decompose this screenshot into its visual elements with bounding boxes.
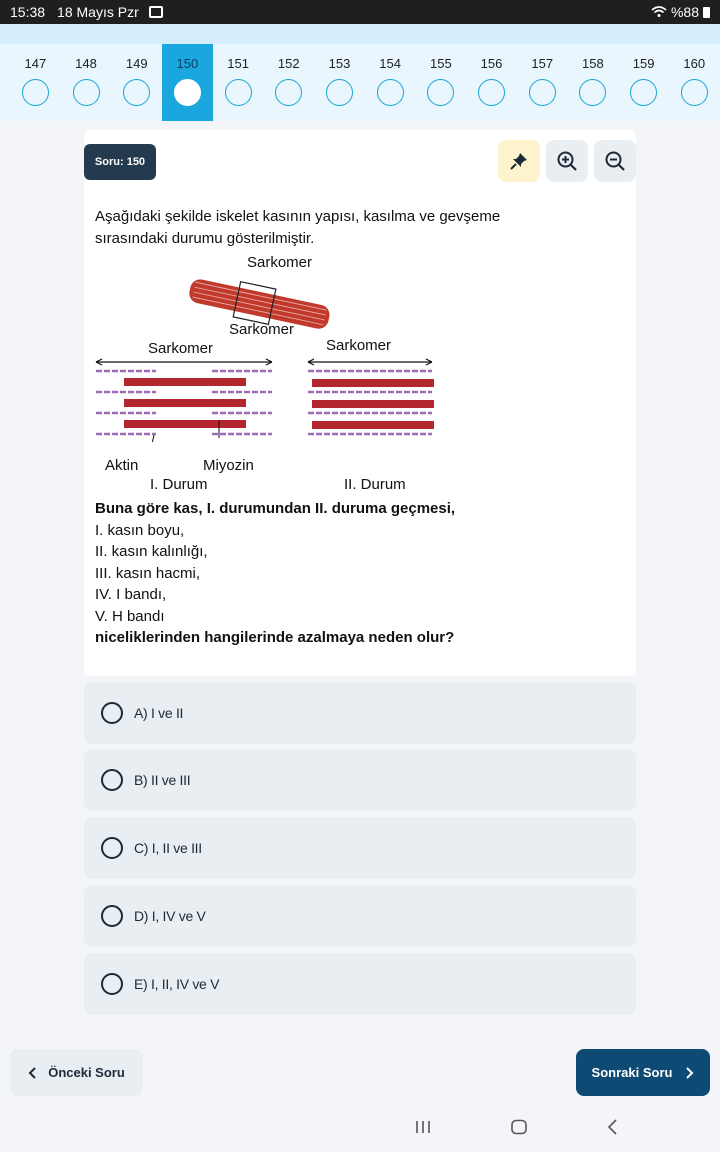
home-button[interactable]: [510, 1119, 528, 1135]
recent-apps-button[interactable]: [414, 1120, 432, 1134]
figure-label-aktin: Aktin: [105, 457, 139, 474]
next-question-label: Sonraki Soru: [591, 1065, 673, 1080]
previous-question-label: Önceki Soru: [48, 1065, 125, 1080]
question-nav-number: 153: [328, 56, 351, 71]
question-status-circle: [529, 79, 556, 106]
question-closing: niceliklerinden hangilerinde azalmaya neden olur?: [95, 629, 455, 646]
question-nav-item[interactable]: [568, 44, 619, 121]
question-nav-number: 147: [24, 56, 47, 71]
image-notification-icon: [149, 6, 163, 18]
question-nav-item[interactable]: [263, 44, 314, 121]
battery-icon: [703, 7, 710, 18]
question-item: III. kasın hacmi,: [95, 564, 201, 582]
question-nav-item[interactable]: [517, 44, 568, 121]
back-button[interactable]: [606, 1119, 620, 1135]
previous-question-button[interactable]: [10, 1049, 143, 1096]
question-nav-item[interactable]: [365, 44, 416, 121]
question-nav-number: 157: [531, 56, 554, 71]
question-status-circle: [377, 79, 404, 106]
question-status-circle: [174, 79, 201, 106]
question-nav-item[interactable]: [162, 44, 213, 121]
question-item: II. kasın kalınlığı,: [95, 543, 208, 560]
radio-button[interactable]: [101, 702, 123, 724]
question-number-badge: Soru: 150: [84, 144, 156, 180]
next-question-button[interactable]: [576, 1049, 710, 1096]
question-status-circle: [225, 79, 252, 106]
option-label: D) I, IV ve V: [134, 908, 206, 924]
stem-line-1: Aşağıdaki şekilde iskelet kasının yapısı, kasılma ve gevşeme: [95, 208, 501, 225]
radio-button[interactable]: [101, 905, 123, 927]
question-nav-item[interactable]: [314, 44, 365, 121]
question-body: [95, 498, 625, 649]
question-nav-item[interactable]: [213, 44, 264, 121]
question-nav-item[interactable]: [416, 44, 467, 121]
option-label: A) I ve II: [134, 705, 184, 721]
pin-icon: [509, 151, 529, 171]
option-a[interactable]: [84, 682, 636, 744]
question-nav-number: 154: [379, 56, 401, 71]
question-item: IV. I bandı,: [95, 586, 167, 603]
question-status-circle: [630, 79, 657, 106]
wifi-icon: [651, 6, 667, 18]
option-label: B) II ve III: [134, 772, 191, 788]
zoom-in-icon: [556, 150, 578, 172]
status-date: 18 Mayıs Pzr: [57, 4, 139, 20]
option-e[interactable]: [84, 953, 636, 1015]
question-status-circle: [275, 79, 302, 106]
option-d[interactable]: [84, 885, 636, 947]
nav-band: [0, 24, 720, 44]
option-label: C) I, II ve III: [134, 840, 202, 856]
option-b[interactable]: [84, 749, 636, 811]
zoom-out-icon: [604, 150, 626, 172]
question-nav-number: 159: [632, 56, 655, 71]
figure-label-right: Sarkomer: [326, 337, 392, 354]
question-prompt: Buna göre kas, I. durumundan II. duruma geçmesi,: [95, 500, 456, 517]
radio-button[interactable]: [101, 837, 123, 859]
chevron-right-icon: [684, 1067, 694, 1079]
figure-label-state-2: II. Durum: [344, 476, 406, 493]
question-nav-number: 156: [480, 56, 503, 71]
zoom-in-button[interactable]: [546, 140, 588, 182]
question-nav-number: 160: [683, 56, 706, 71]
question-nav-number: 149: [125, 56, 148, 71]
status-bar: [0, 0, 720, 24]
radio-button[interactable]: [101, 973, 123, 995]
question-nav-item[interactable]: [669, 44, 720, 121]
radio-button[interactable]: [101, 769, 123, 791]
status-time: 15:38: [10, 4, 46, 20]
question-status-circle: [22, 79, 49, 106]
question-status-circle: [326, 79, 353, 106]
question-nav-number: 148: [75, 56, 97, 71]
battery-percent: %88: [670, 4, 699, 20]
question-stem: [95, 206, 615, 250]
pin-button[interactable]: [498, 140, 540, 182]
option-label: E) I, II, IV ve V: [134, 976, 220, 992]
question-status-circle: [681, 79, 708, 106]
zoom-out-button[interactable]: [594, 140, 636, 182]
question-nav-item[interactable]: [111, 44, 162, 121]
sarcomere-figure: [84, 250, 636, 500]
system-navigation-bar: [0, 1100, 720, 1152]
figure-label-top: Sarkomer: [247, 254, 313, 271]
question-nav-item[interactable]: [618, 44, 669, 121]
stem-line-2: sırasındaki durumu gösterilmiştir.: [95, 230, 315, 247]
question-nav-item[interactable]: [61, 44, 112, 121]
sarcomere-state-1-diagram: [94, 358, 276, 442]
question-status-circle: [579, 79, 606, 106]
question-nav-item[interactable]: [466, 44, 517, 121]
question-status-circle: [123, 79, 150, 106]
question-navigator: [0, 44, 720, 121]
option-c[interactable]: [84, 817, 636, 879]
sarcomere-state-2-diagram: [306, 358, 438, 442]
question-item: V. H bandı: [95, 607, 165, 625]
question-status-circle: [427, 79, 454, 106]
question-status-circle: [73, 79, 100, 106]
question-nav-number: 151: [227, 56, 249, 71]
question-nav-number: 150: [176, 56, 199, 71]
chevron-left-icon: [28, 1067, 38, 1079]
figure-label-left: Sarkomer: [148, 340, 214, 357]
figure-label-state-1: I. Durum: [150, 476, 208, 493]
question-nav-item[interactable]: [10, 44, 61, 121]
question-nav-number: 158: [582, 56, 604, 71]
figure-label-miyozin: Miyozin: [203, 457, 254, 474]
figure-label-mid: Sarkomer: [229, 321, 295, 338]
question-item: I. kasın boyu,: [95, 521, 185, 539]
question-card: [84, 130, 636, 676]
question-nav-number: 152: [277, 56, 300, 71]
question-nav-number: 155: [429, 56, 452, 71]
question-status-circle: [478, 79, 505, 106]
